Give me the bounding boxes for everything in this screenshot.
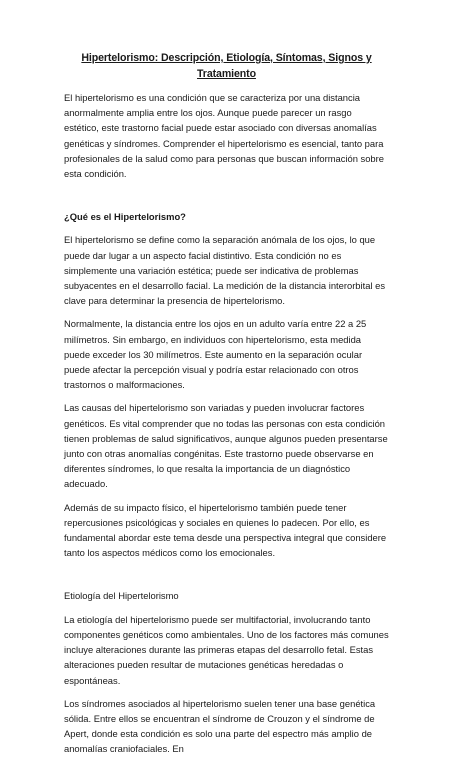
paragraph: Además de su impacto físico, el hipertelorismo también puede tener repercusiones psicológicas y sociales en quienes lo padecen. Por ello, es fundamental abordar este tema desde una perspectiva integral que considere tanto los aspectos médicos como los emocionales. xyxy=(64,501,387,559)
section-spacer xyxy=(64,189,389,209)
section-spacer xyxy=(64,568,389,588)
paragraph: La etiología del hipertelorismo puede ser multifactorial, involucrando tanto componentes genéticos como ambientales. Uno de los factores más comunes incluye alteraciones durante las primeras etapas del desarrollo fetal. Estas alteraciones pueden resultar de mutaciones genéticas heredadas o espontáneas. xyxy=(64,613,389,686)
intro-paragraph: El hipertelorismo es una condición que se caracteriza por una distancia anormalmente amplia entre los ojos. Aunque puede parecer un rasgo estético, este trastorno facial puede estar asociado con diversas anomalías genéticas y síndromes. Comprender el hipertelorismo es esencial, tanto para profesionales de la salud como para personas que buscan información sobre esta condición. xyxy=(64,92,384,180)
section-heading-etiologia: Etiología del Hipertelorismo xyxy=(64,590,179,602)
section-heading-que-es: ¿Qué es el Hipertelorismo? xyxy=(64,211,186,223)
document-title: Hipertelorismo: Descripción, Etiología, Síntomas, Signos y Tratamiento xyxy=(81,52,372,80)
paragraph: Las causas del hipertelorismo son variadas y pueden involucrar factores genéticos. Es vital comprender que no todas las personas con esta condición tienen problemas de salud significativos, aunque algunos pueden presentarse junto con otras anomalías congénitas. Este trastorno puede observarse en diferentes síndromes, lo que resalta la importancia de un diagnóstico adecuado. xyxy=(64,402,388,490)
paragraph: Normalmente, la distancia entre los ojos en un adulto varía entre 22 a 25 milímetros. Sin embargo, en individuos con hipertelorismo, esta medida puede exceder los 30 milímetros. Este aumento en la separación ocular puede afectar la percepción visual y podría estar relacionado con otros trastornos o malformaciones. xyxy=(64,318,367,391)
paragraph: Los síndromes asociados al hipertelorismo suelen tener una base genética sólida. Entre ellos se encuentran el síndrome de Crouzon y el síndrome de Apert, donde esta condición es solo una parte del espectro más amplio de anomalías craniofaciales. En xyxy=(64,697,376,755)
paragraph: El hipertelorismo se define como la separación anómala de los ojos, lo que puede dar lugar a un aspecto facial distintivo. Esta condición no es simplemente una variación estética; puede ser indicativa de problemas subyacentes en el desarrollo facial. La medición de la distancia interorbital es clave para determinar la presencia de hipertelorismo. xyxy=(64,234,386,307)
